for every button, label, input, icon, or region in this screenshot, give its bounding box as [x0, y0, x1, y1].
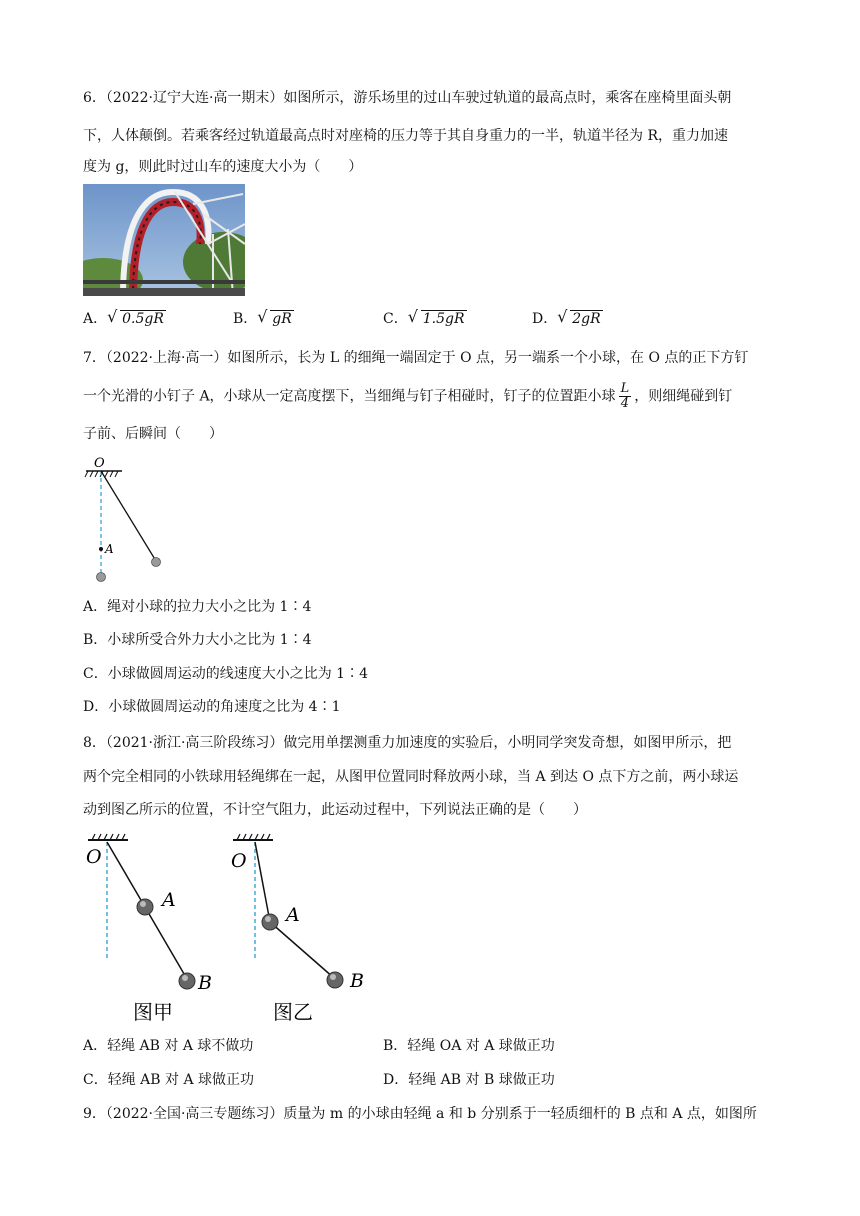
q8-line-3: 动到图乙所示的位置，不计空气阻力，此运动过程中，下列说法正确的是（ ）: [83, 802, 587, 818]
roller-coaster-photo: [83, 184, 245, 296]
q7-fraction-num: L: [620, 381, 630, 396]
q8-option-b[interactable]: B．轻绳 OA 对 A 球做正功: [383, 1038, 555, 1054]
q8-line-2: 两个完全相同的小铁球用轻绳绑在一起，从图甲位置同时释放两小球，当 A 到达 O 点下方之前，两小球运: [83, 769, 739, 785]
q6-line-3: 度为 g，则此时过山车的速度大小为（ ）: [83, 159, 363, 175]
q8-fig-b-label-o: O: [231, 850, 247, 872]
q7-line-2-pre: 一个光滑的小钉子 A，小球从一定高度摆下，当细绳与钉子相碰时，钉子的位置距小球: [83, 388, 616, 405]
q7-line-2: [83, 382, 732, 411]
q7-fraction-den: 4: [620, 396, 630, 411]
q8-fig-a-label-o: O: [86, 846, 102, 868]
q6-line-2: 下，人体颠倒。若乘客经过轨道最高点时对座椅的压力等于其自身重力的一半，轨道半径为 R，重力加速: [83, 128, 728, 144]
q7-label-o: O: [94, 456, 105, 471]
q8-fig-a-label-a: A: [162, 889, 176, 911]
q8-option-a[interactable]: A．轻绳 AB 对 A 球不做功: [83, 1038, 254, 1054]
q6-option-a[interactable]: [83, 309, 166, 329]
q8-figure-a: [80, 832, 230, 1030]
q8-option-d[interactable]: D．轻绳 AB 对 B 球做正功: [383, 1072, 555, 1088]
q6-option-a-letter: A．: [83, 311, 108, 327]
q8-figure-b: [225, 832, 385, 1030]
q6-option-b-value: gR: [272, 311, 292, 327]
q6-option-b[interactable]: [233, 309, 294, 329]
q8-line-1: 8．（2021·浙江·高三阶段练习）做完用单摆测重力加速度的实验后，小明同学突发奇想，如图甲所示，把: [83, 735, 732, 751]
q6-option-c-value: 1.5gR: [422, 311, 465, 327]
q8-fig-b-caption: 图乙: [273, 1000, 313, 1024]
q6-option-c[interactable]: [383, 309, 467, 329]
q7-option-b[interactable]: B．小球所受合外力大小之比为 1∶4: [83, 632, 312, 648]
q6-option-a-value: 0.5gR: [122, 311, 164, 327]
q7-option-a[interactable]: A．绳对小球的拉力大小之比为 1∶4: [83, 599, 312, 615]
q7-label-a: A: [105, 542, 114, 556]
q7-line-3: 子前、后瞬间（ ）: [83, 426, 223, 442]
q8-fig-a-label-b: B: [198, 972, 212, 994]
q6-option-d-value: 2gR: [572, 311, 601, 327]
q9-line-1: 9．（2022·全国·高三专题练习）质量为 m 的小球由轻绳 a 和 b 分别系于一轻质细杆的 B 点和 A 点，如图所: [83, 1106, 757, 1122]
q6-line-1: 6．（2022·辽宁大连·高一期末）如图所示，游乐场里的过山车驶过轨道的最高点时，乘客在座椅里面头朝: [83, 90, 732, 106]
q8-fig-b-label-b: B: [350, 970, 364, 992]
q7-option-c[interactable]: C．小球做圆周运动的线速度大小之比为 1∶4: [83, 666, 368, 682]
q8-fig-b-label-a: A: [286, 904, 300, 926]
q7-option-d[interactable]: D．小球做圆周运动的角速度之比为 4∶1: [83, 699, 341, 715]
q6-option-d[interactable]: [532, 309, 603, 329]
q7-line-2-post: ，则细绳碰到钉: [634, 388, 733, 405]
q8-option-c[interactable]: C．轻绳 AB 对 A 球做正功: [83, 1072, 255, 1088]
q7-fraction: [619, 382, 632, 411]
q8-fig-a-caption: 图甲: [133, 1000, 173, 1024]
q7-line-1: 7．（2022·上海·高一）如图所示，长为 L 的细绳一端固定于 O 点，另一端系一个小球，在 O 点的正下方钉: [83, 350, 749, 366]
q6-option-b-letter: B．: [233, 311, 258, 327]
q6-option-d-letter: D．: [532, 311, 558, 327]
q6-option-c-letter: C．: [383, 311, 408, 327]
q7-pendulum-diagram: [80, 455, 190, 585]
